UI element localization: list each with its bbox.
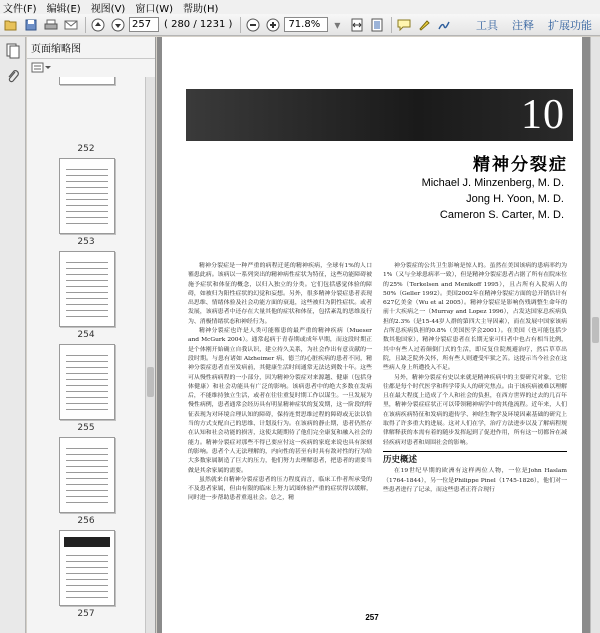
fit-page-icon[interactable] <box>368 16 386 34</box>
save-icon[interactable] <box>22 16 40 34</box>
toolbar-separator <box>391 17 392 33</box>
thumbnail-label: 252 <box>77 144 95 154</box>
thumbnail-page-current[interactable] <box>59 530 115 606</box>
paragraph: 另外，精神分裂症有史以来就是精神疾病中的主要研究对象，它往往都是每个时代医学和科学带头人的研究焦点。由于该疾病被难以理解且在最大程度上造成了个人和社会的负担，在西方世界的过去的几百年里，精神分裂症症状正可以带领精神病学中的其他流程。近年来，人们在该病疾病特征和发病的遗传学、神经生物学及环境因素基础的研究上取得了许多重大的进展。这对人们在学，治疗方法进步以及了解病程规律解释获的本需有着的随步发挥起到了促进作用，所有这一切都旨在减轻疾病对患者和周围社会的影响。 <box>383 374 567 446</box>
document-viewport <box>157 37 590 633</box>
chapter-title: 精神分裂症 <box>473 155 568 175</box>
menu-window[interactable]: 窗口(W) <box>135 3 174 15</box>
toolbar-right-links <box>476 17 592 33</box>
thumbnail-page[interactable] <box>59 158 115 234</box>
document-scroll-thumb[interactable] <box>592 317 599 343</box>
prev-page-icon[interactable] <box>89 16 107 34</box>
chapter-number: 10 <box>521 92 565 138</box>
page-thumbnails-icon[interactable] <box>6 43 20 59</box>
toolbar-separator <box>240 17 241 33</box>
toolbar <box>0 14 600 36</box>
thumbnail-label: 255 <box>77 423 95 433</box>
zoom-dropdown-icon[interactable]: ▾ <box>334 17 341 32</box>
paragraph: 精神分裂症是一种严重的病程迁延的精神疾病，全球有1%的人口罹患此病。该病以一系列突出的精神病性症状为特征，这些功能障碍被施予症状和体征的概念，以归入独立的分类。它们包括感觉体验的障碍，如被归为阳性症状的幻觉和妄想。另外，很多精神分裂症患者表现出思维、情绪体验及社会功能方面的衰退，这些被归为阴性症状。或者发展，该病患者中还存在大量其他的症状和体征，包括紊乱的思维及行为、消极情绪状态和神经行为。 <box>188 263 372 325</box>
tools-button[interactable]: 工具 <box>476 19 498 32</box>
comment-button[interactable]: 注释 <box>512 19 534 32</box>
thumbnail-page[interactable] <box>59 437 115 513</box>
chapter-banner <box>186 89 573 141</box>
paragraph: 神分裂症的公共卫生影响是惊人的。虽然在美国该病的患病率约为1%（又与全球患病率一致），但是精神分裂症患者占据了所有在院床位的25%（Terkelsen and Menikoff 1995），且占所有入院病人的50%（Geller 1992）。美国2002年在精神分裂症方面的总开销估计有627亿美金（Wu et al 2005）。精神分裂症是影响伤残调整生命年的前十大疾病之一（Murray and Lopez 1996），占发达国家总疾病负担的2.3%（是15-44岁人群的第四大主导因素），而在发展中国家该病占所总疾病负担的0.8%（美国医学会2001）。在美国（也可能包括少数其他国家），精神分裂症患者在长期无家可归者中也占有相当比例，其中有些人过着颠倒门式的生活，即反复住院规避治疗，然后草草出院，且缺乏院外关怀，所有些人则遭受牢狱之苦。这提示当今社会在这些病人身上所遭投入不足。 <box>383 263 567 372</box>
thumbnails-title: 页面缩略图 <box>31 44 81 55</box>
thumbnail-label: 257 <box>77 609 95 619</box>
page-number-input[interactable]: 257 <box>129 17 159 32</box>
thumbnail-page[interactable] <box>59 251 115 327</box>
menu-edit[interactable]: 编辑(E) <box>46 3 81 15</box>
author-line: Michael J. Minzenberg, M. D. <box>421 177 564 189</box>
thumbnail-page-251[interactable] <box>59 77 115 85</box>
left-column <box>188 262 372 504</box>
paragraph: 虽然就来自精神分裂症患者的压力程度而言，临床工作者所承受的不及患者家属，但由有限的临床上努力试图体验严重的症状得以缓解，同时进一步帮助患者重返社会。总之，精 <box>188 476 372 502</box>
zoom-out-icon[interactable] <box>244 16 262 34</box>
fit-width-icon[interactable] <box>348 16 366 34</box>
print-icon[interactable] <box>42 16 60 34</box>
navigation-rail <box>0 37 26 633</box>
thumbnails-panel <box>27 37 156 633</box>
email-icon[interactable] <box>62 16 80 34</box>
section-divider <box>383 451 567 452</box>
paragraph: 在19世纪早期的欧洲有这样两位人物，一位是John Haslam（1764-1844），另一位是Philippe Pinel（1745-1826），他们对一些患者进行了记录，而这些患者正符合现行 <box>383 468 567 493</box>
toolbar-separator <box>85 17 86 33</box>
sign-icon[interactable] <box>435 16 453 34</box>
document-page <box>162 37 582 633</box>
author-line: Cameron S. Carter, M. D. <box>439 209 564 221</box>
page-count: ( 280 / 1231 ) <box>164 19 233 30</box>
right-column <box>383 262 567 495</box>
thumbnails-header <box>27 37 155 59</box>
author-line: Jong H. Yoon, M. D. <box>466 193 564 205</box>
menu-view[interactable]: 视图(V) <box>90 3 126 15</box>
thumbnail-label: 253 <box>77 237 95 247</box>
thumbnails-scroll-thumb[interactable] <box>147 367 154 397</box>
thumbnail-page[interactable] <box>59 344 115 420</box>
highlight-icon[interactable] <box>415 16 433 34</box>
menu-help[interactable]: 帮助(H) <box>183 3 219 15</box>
thumbnail-label: 254 <box>77 330 95 340</box>
extend-button[interactable]: 扩展功能 <box>548 19 592 32</box>
open-icon[interactable] <box>2 16 20 34</box>
thumbnail-options-icon[interactable] <box>31 62 51 73</box>
thumbnail-label: 256 <box>77 516 95 526</box>
thumbnails-options[interactable] <box>27 59 155 75</box>
menu-file[interactable]: 文件(F) <box>3 3 37 15</box>
thumbnails-scrollbar[interactable] <box>145 77 155 633</box>
thumbnails-list <box>27 77 145 633</box>
comment-icon[interactable] <box>395 16 413 34</box>
zoom-in-icon[interactable] <box>264 16 282 34</box>
next-page-icon[interactable] <box>109 16 127 34</box>
page-number: 257 <box>365 613 379 622</box>
attachment-icon[interactable] <box>6 69 20 85</box>
document-scrollbar[interactable] <box>590 37 600 633</box>
menu-bar <box>0 0 600 14</box>
paragraph: 精神分裂症也许是人类可能罹患的最严重的精神疾病（Mueser and McGurk 2004）。通常起病于青春期或成年早期，而这段时期正是个体刚开始确立自我认识，建立持久关系，为社会作出有意贡献的一段时期。与患有诸如 Alzheimer 病、德兰的心脏疾病的患者不同，精神分裂症患者直至发病前，其健康生活时间通常无法达到数十年。这些可从慢性病病程的一小部分，因为精神分裂症对来源越、健康（包括身体健康）和社会功能具有广泛的影响。该病患者中的绝大多数在发病后，不能维持独立生活，或者在往往重复时期工作以谋生。一旦发展为慢性病例，患者通常会经历具有明显精神症状的复发期，这一阶段的特征表现为对环境合理认知的障碍，保持连贯思维过程的障碍或无法以恰当的方式支配自己的思维、计划及行为。在该病的静止期，患者仍然存在认知和社会功能的损害，这使太随期待了他们完全康复和融入社会的能力。精神分裂症对那些不得已要应付这一疾病的家庭来说也具有深刻的影响。患者个人无法理解的，内向性的甚至有时具有敌对性的行为给大多数家属制造了巨大的压力，他们努力去理解患者，把患者的需要当做是其余家属的需要。 <box>188 328 372 474</box>
section-heading: 历史概述 <box>383 454 418 465</box>
zoom-level-input[interactable]: 71.8% <box>284 17 328 32</box>
